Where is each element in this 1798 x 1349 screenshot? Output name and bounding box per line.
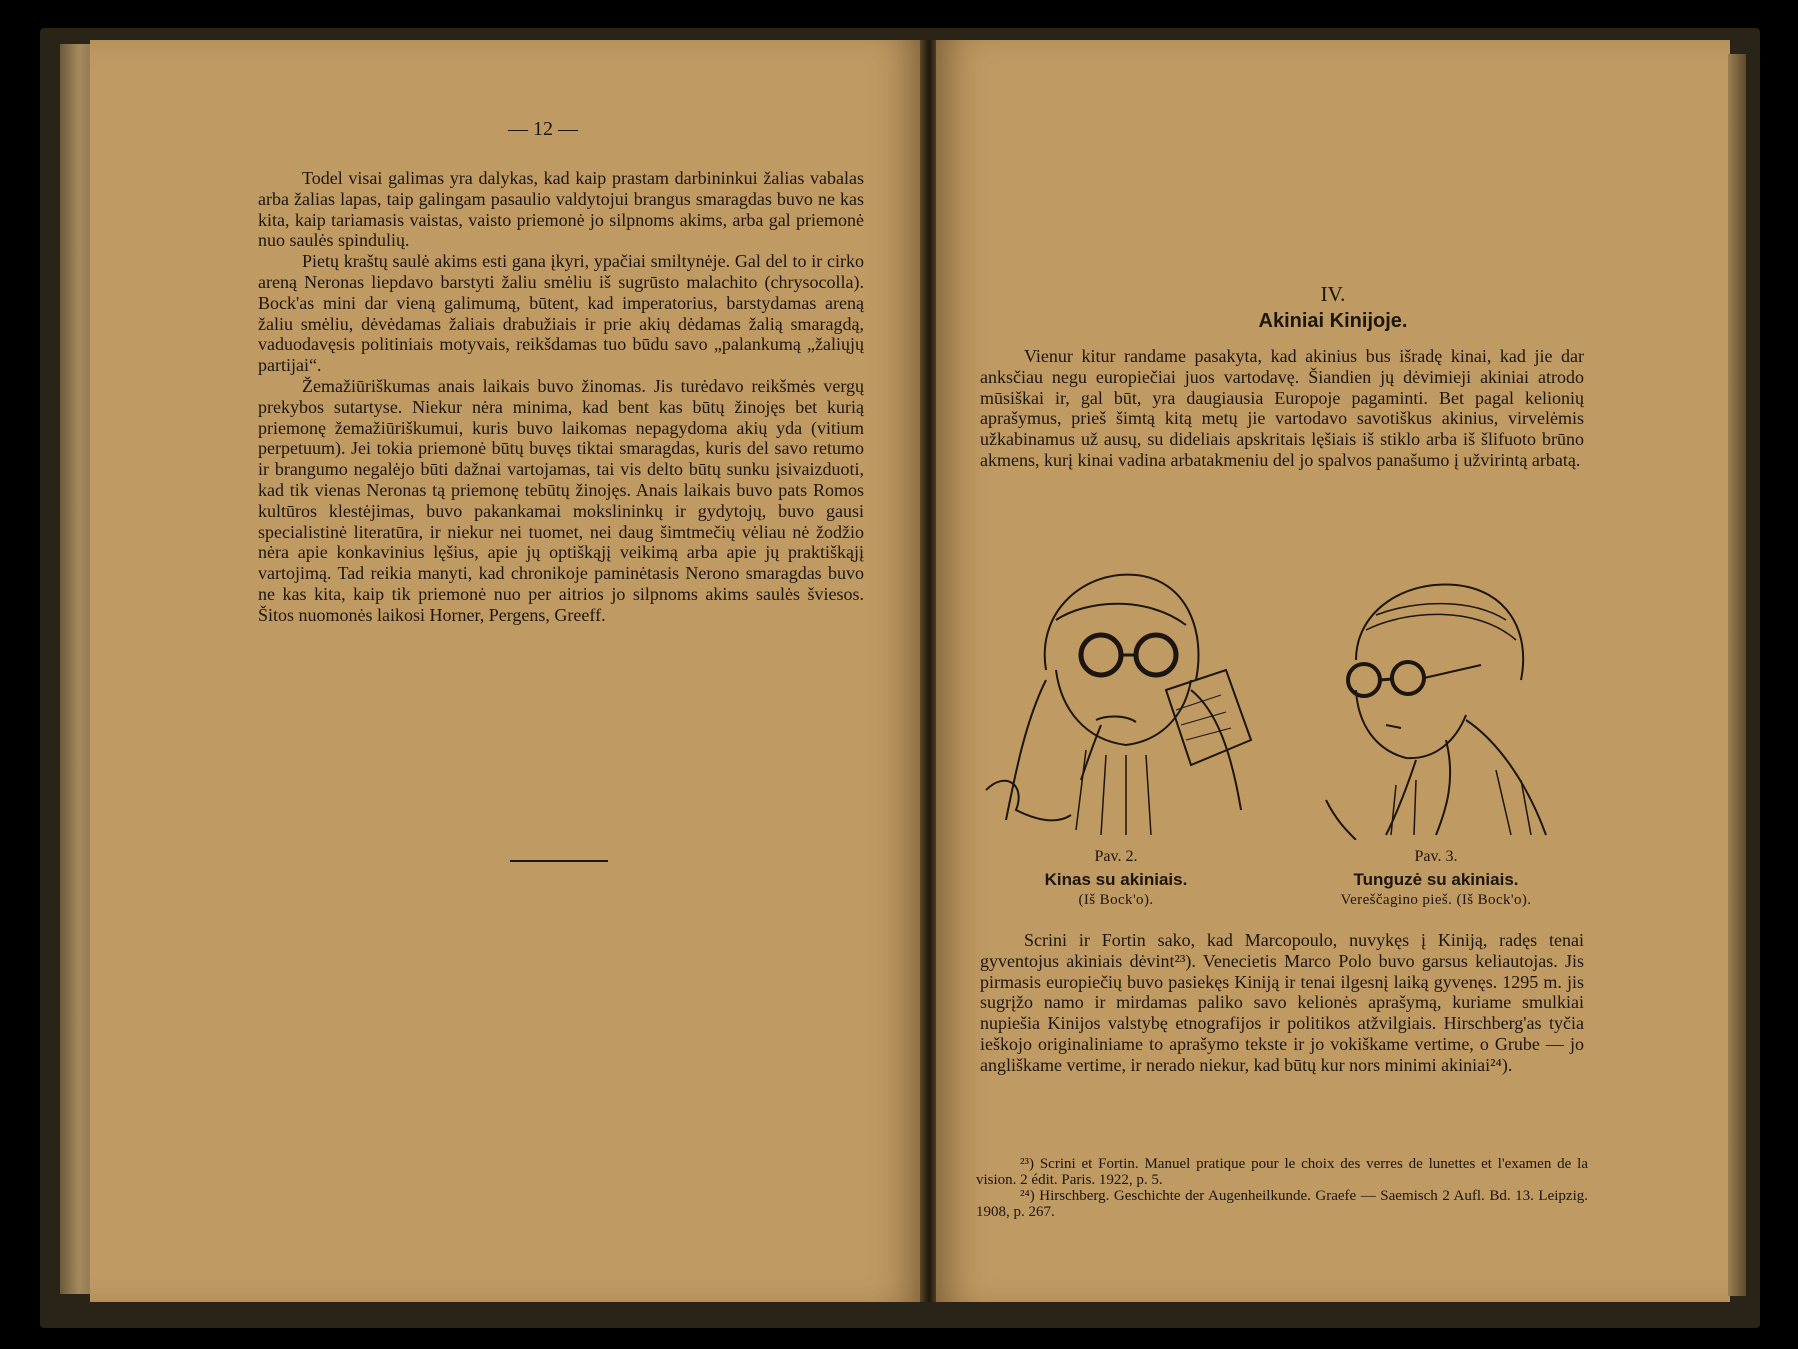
chapter-title: Akiniai Kinijoje. <box>1258 310 1408 332</box>
page-number: — 12 — <box>508 118 578 140</box>
page-stack-edge <box>1728 54 1746 1296</box>
figure-3-caption <box>1276 848 1596 909</box>
chapter-number: IV. <box>1320 282 1346 306</box>
marco-polo-text <box>980 930 1584 1076</box>
footnotes <box>976 1156 1588 1220</box>
figure-title: Tunguzė su akiniais. <box>1353 870 1519 889</box>
right-page <box>936 40 1730 1302</box>
figure-label: Pav. 2. <box>1094 848 1138 865</box>
paragraph: Žemažiūriškumas anais laikais buvo žinomas. Jis turėdavo reikšmės vergų prekybos sutartyse. Niekur nėra minima, kad bent kas būtų žinojęs bet kurią priemonę žemažiūriškumui, kuris buvo laikomas nepagydoma akių yda (vitium perpetuum). Jei tokia priemonė būtų buvęs tiktai smaragdas, kuris del savo retumo ir brangumo negalėjo būti dažnai vartojamas, tai vis delto būtų sunku įsivaizduoti, kad tik vienas Neronas tą priemonę tebūtų žinojęs. Anais laikais buvo pats Romos kultūros klestėjimas, buvo pakankamai mokslininkų ir gydytojų, buvo gausi specialistinė literatūra, ir niekur nei tuomet, nei daug šimtmečių vėliau nė žodžio nėra apie konkavinius lęšius, apie jų optiškąjį veikimą arba apie jų praktiškąjį vartojimą. Tad reikia manyti, kad chronikoje paminėtasis Nerono smaragdas buvo ne kas kita, kaip tik priemonė nuo per aitrios jo silpnoms akims saulės šviesos. Šitos nuomonės laikosi Horner, Pergens, Greeff. <box>258 375 864 625</box>
left-body-text <box>258 168 864 626</box>
section-end-rule <box>510 860 608 862</box>
figure-source: Vereščagino pieš. (Iš Bock'o). <box>1340 892 1532 908</box>
left-page <box>90 40 922 1302</box>
figure-title: Kinas su akiniais. <box>1044 870 1188 889</box>
figure-source: (Iš Bock'o). <box>1078 892 1154 908</box>
footnote: ²⁴) Hirschberg. Geschichte der Augenheilkunde. Graefe — Saemisch 2 Aufl. Bd. 13. Leipzig. 1908, p. 267. <box>976 1188 1588 1220</box>
paragraph: Vienur kitur randame pasakyta, kad akinius bus išradę kinai, kad jie dar anksčiau negu europiečiai juos vartodavę. Šiandien jų dėvimieji akiniai atrodo mūsiškai ir, gal būt, yra daugiausia Europoje pagaminti. Bet pagal kelionių aprašymus, prieš šimtą kitą metų jie vartodavo savotiškus akinius, virvelėmis užkabinamus už ausų, su dideliais apskritais lęšiais iš stiklo arba iš šlifuoto brūno akmens, kurį kinai vadina arbatakmeniu del jo spalvos panašumo į užvirintą arbatą. <box>980 346 1584 470</box>
chinese-man-illustration <box>976 550 1256 840</box>
tungus-woman-illustration <box>1296 550 1556 840</box>
footnote: ²³) Scrini et Fortin. Manuel pratique pour le choix des verres de lunettes et l'examen de la vision. 2 édit. Paris. 1922, p. 5. <box>976 1156 1588 1188</box>
paragraph: Todel visai galimas yra dalykas, kad kaip prastam darbininkui žalias vabalas arba žalias lapas, taip galingam pasaulio valdytojui brangus smaragdas buvo ne kas kita, kaip tariamasis vaistas, vaisto priemonė jo silpnoms akims, arba gal priemonė nuo saulės spindulių. <box>258 168 864 251</box>
paragraph: Pietų kraštų saulė akims esti gana įkyri, ypačiai smiltynėje. Gal del to ir cirko areną Neronas liepdavo barstyti žaliu smėliu iš sugrūsto malachito (chrysocolla). Bock'as mini dar vieną galimumą, būtent, kad imperatorius, barstydamas areną žaliu smėliu, dėvėdamas žaliais drabužiais ir prie akių dėdamas žalią smaragdą, vaduodavęsis politiniais motyvais, reikšdamas tuo būdu savo „palankumą „žaliųjų partijai“. <box>258 251 864 376</box>
paragraph: Scrini ir Fortin sako, kad Marcopoulo, nuvykęs į Kiniją, radęs tenai gyventojus akiniais dėvint²³). Venecietis Marco Polo buvo garsus keliautojas. Jis pirmasis europiečių buvo pasiekęs Kiniją ir tenai ilgesnį laiką gyvenęs. 1295 m. jis sugrįžo namo ir mirdamas paliko savo kelionės aprašymą, kuriame smulkiai nupiešia Kinijos valstybę etnografijos ir politikos atžvilgiais. Hirschberg'as tyčia ieškojo originaliniame to aprašymo tekste ir jo vokiškame vertime, o Grube — jo angliškame vertime, ir nerado niekur, kad būtų kur nors minimi akiniai²⁴). <box>980 930 1584 1075</box>
figure-2-caption <box>996 848 1236 909</box>
intro-text <box>980 346 1584 471</box>
figure-label: Pav. 3. <box>1414 848 1458 865</box>
